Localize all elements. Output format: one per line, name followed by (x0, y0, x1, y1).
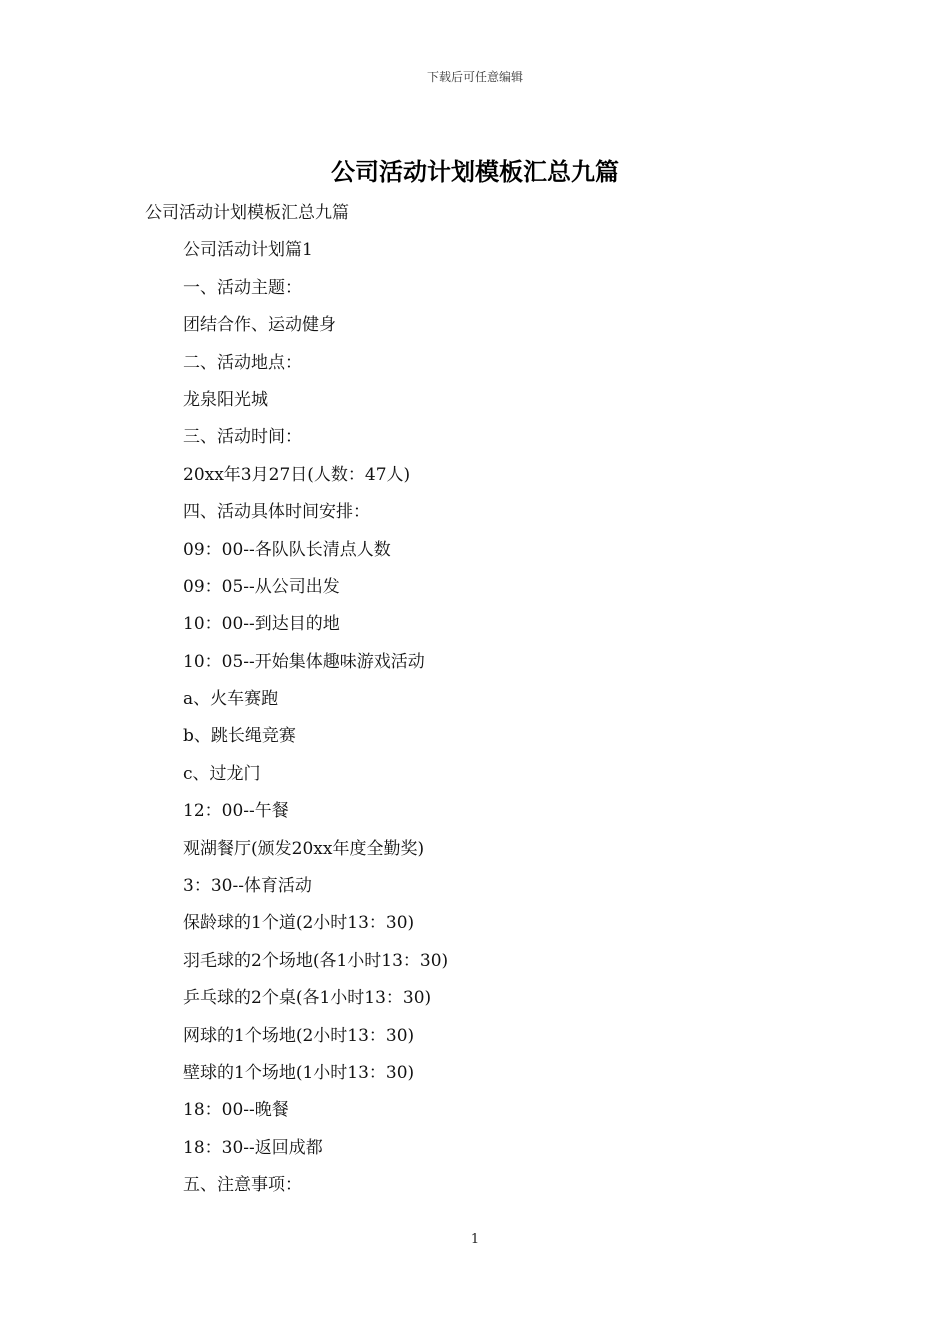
body-line: 20xx年3月27日(人数：47人) (183, 464, 411, 485)
body-line: 乒乓球的2个桌(各1小时13：30) (183, 988, 432, 1009)
body-line: 壁球的1个场地(1小时13：30) (183, 1062, 415, 1083)
body-line: 保龄球的1个道(2小时13：30) (183, 913, 415, 934)
body-line: 四、活动具体时间安排： (183, 502, 370, 523)
body-line: 观湖餐厅(颁发20xx年度全勤奖) (183, 838, 425, 859)
page-header-note: 下载后可任意编辑 (426, 70, 523, 84)
body-line: 三、活动时间： (183, 427, 302, 448)
body-line: 龙泉阳光城 (183, 389, 268, 410)
body-line: 一、活动主题： (183, 277, 302, 298)
body-line: 团结合作、运动健身 (183, 315, 336, 336)
body-line: 18：00--晚餐 (183, 1100, 289, 1121)
body-line: 公司活动计划篇1 (183, 240, 313, 261)
intro-line: 公司活动计划模板汇总九篇 (145, 203, 349, 223)
body-line: 二、活动地点： (183, 352, 302, 373)
body-line: c、过龙门 (183, 763, 261, 784)
body-line: 10：05--开始集体趣味游戏活动 (183, 651, 425, 672)
body-line: a、火车赛跑 (183, 689, 279, 710)
body-line: 18：30--返回成都 (183, 1137, 323, 1158)
document-body (145, 199, 825, 1209)
body-line: 09：00--各队队长清点人数 (183, 539, 391, 560)
body-line: 09：05--从公司出发 (183, 576, 340, 597)
body-line: 羽毛球的2个场地(各1小时13：30) (183, 950, 449, 971)
body-line: 10：00--到达目的地 (183, 614, 340, 635)
body-line: b、跳长绳竞赛 (183, 726, 296, 747)
body-line: 网球的1个场地(2小时13：30) (183, 1025, 415, 1046)
body-line: 五、注意事项： (183, 1175, 302, 1196)
document-title: 公司活动计划模板汇总九篇 (331, 158, 619, 186)
body-line: 12：00--午餐 (183, 801, 289, 822)
body-line: 3：30--体育活动 (183, 876, 312, 897)
page-number: 1 (470, 1232, 480, 1247)
